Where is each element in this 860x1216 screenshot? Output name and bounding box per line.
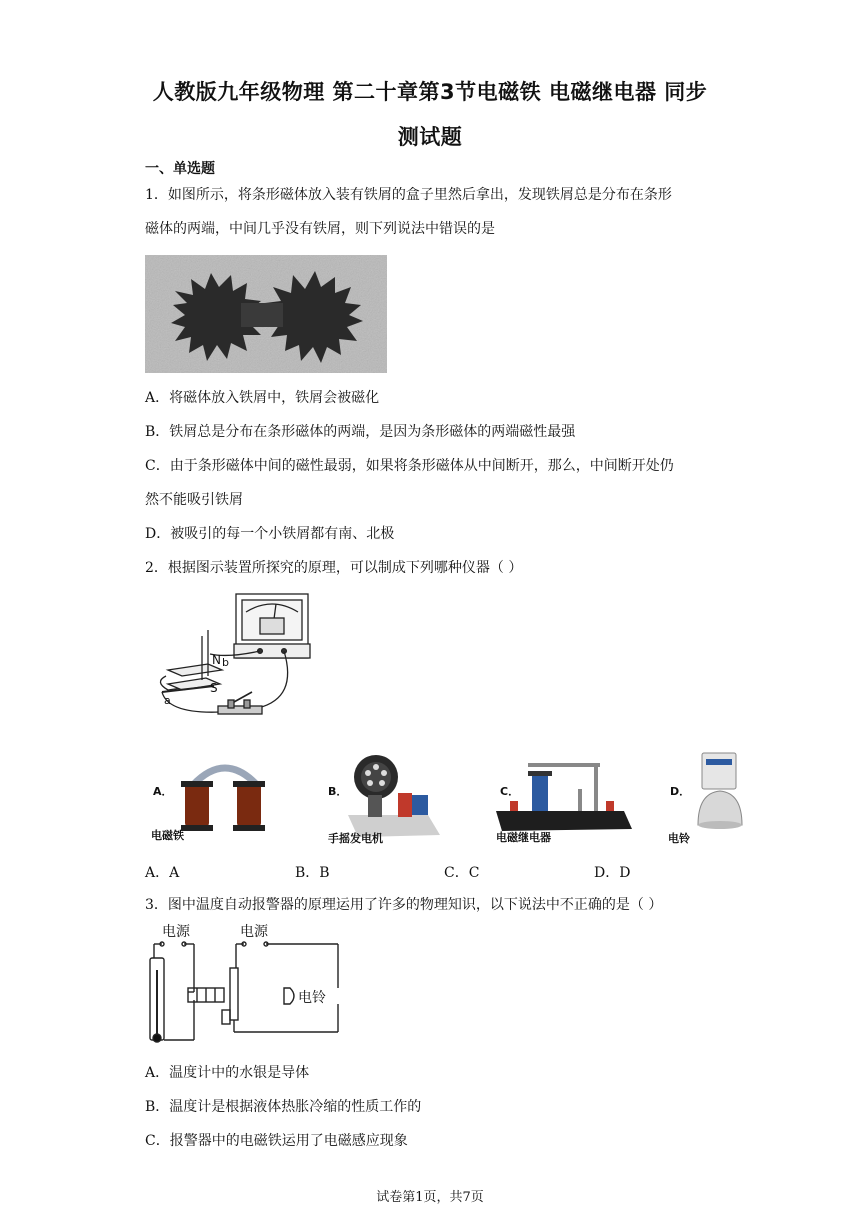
q2-choice-image-d <box>664 745 750 849</box>
q2-option-d: D．D <box>594 865 631 881</box>
q1-stem-line-1: 1．如图所示，将条形磁体放入装有铁屑的盒子里然后拿出，发现铁屑总是分布在条形 <box>145 187 672 203</box>
q3-stem: 3．图中温度自动报警器的原理运用了许多的物理知识，以下说法中不正确的是（ ） <box>145 897 663 913</box>
q2-choice-a-letter: A． <box>153 785 173 798</box>
q2-label-n: N <box>212 653 221 667</box>
q2-choice-b-letter: B． <box>328 785 348 798</box>
q1-option-a: A．将磁体放入铁屑中，铁屑会被磁化 <box>145 390 380 406</box>
q2-option-b: B．B <box>295 865 330 881</box>
q3-option-c: C．报警器中的电磁铁运用了电磁感应现象 <box>145 1133 408 1149</box>
q3-alarm-circuit-figure <box>144 918 344 1050</box>
q1-option-d: D．被吸引的每一个小铁屑都有南、北极 <box>145 526 395 542</box>
q2-choice-image-b <box>318 745 448 849</box>
page-footer: 试卷第1页，共7页 <box>376 1190 484 1205</box>
q2-label-s: S <box>210 681 218 695</box>
page-title-line-2: 测试题 <box>397 125 463 149</box>
q2-choice-c-letter: C． <box>500 785 520 798</box>
q1-option-b: B．铁屑总是分布在条形磁体的两端，是因为条形磁体的两端磁性最强 <box>145 424 576 440</box>
q2-choice-a-caption: 电磁铁 <box>151 829 184 842</box>
q3-label-bell: 电铃 <box>298 990 326 1006</box>
q2-option-a: A．A <box>145 865 180 881</box>
q2-label-a: a <box>164 694 171 707</box>
q2-choice-b-caption: 手摇发电机 <box>328 832 383 845</box>
q1-iron-filings-photo <box>145 255 387 373</box>
q1-stem-line-2: 磁体的两端，中间几乎没有铁屑，则下列说法中错误的是 <box>145 221 495 237</box>
q2-choice-d-caption: 电铃 <box>668 832 690 845</box>
page-title-line-1: 人教版九年级物理 第二十章第3节电磁铁 电磁继电器 同步 <box>152 80 708 104</box>
q2-choice-image-a <box>145 745 295 849</box>
section-heading: 一、单选题 <box>145 161 215 177</box>
q2-choice-d-letter: D． <box>670 785 691 798</box>
q1-option-c-line-2: 然不能吸引铁屑 <box>145 492 243 508</box>
q3-option-a: A．温度计中的水银是导体 <box>145 1065 310 1081</box>
q2-label-b: b <box>222 656 229 669</box>
q2-option-c: C．C <box>444 865 480 881</box>
q2-stem: 2．根据图示装置所探究的原理，可以制成下列哪种仪器（ ） <box>145 560 523 576</box>
q3-option-b: B．温度计是根据液体热胀冷缩的性质工作的 <box>145 1099 422 1115</box>
q2-choice-c-caption: 电磁继电器 <box>496 831 551 844</box>
q2-apparatus-figure <box>148 588 318 723</box>
q2-choice-image-c <box>490 745 640 849</box>
q3-label-power-right: 电源 <box>240 924 268 940</box>
q1-option-c-line-1: C．由于条形磁体中间的磁性最弱，如果将条形磁体从中间断开，那么，中间断开处仍 <box>145 458 674 474</box>
q3-label-power-left: 电源 <box>162 924 190 940</box>
